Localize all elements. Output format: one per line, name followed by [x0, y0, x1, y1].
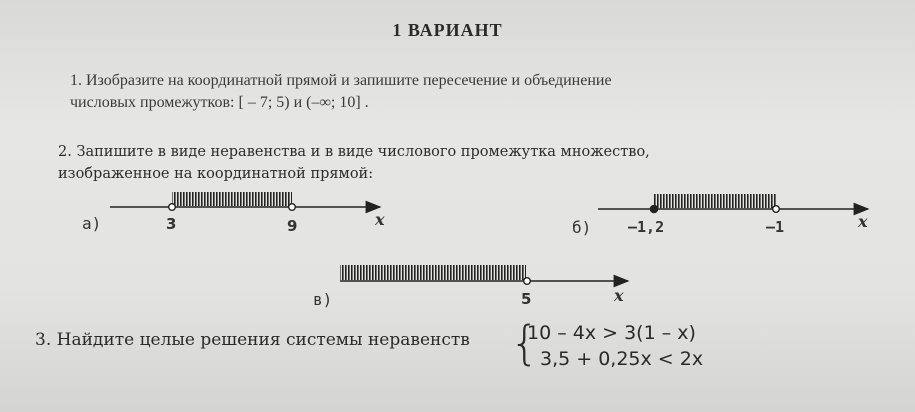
line-a-label: а): [82, 214, 102, 233]
line-a-axis-label: x: [375, 210, 385, 229]
task-2-line-2: изображенное на координатной прямой:: [58, 166, 374, 182]
line-c-label: в): [313, 290, 333, 309]
open-point-5: [524, 278, 531, 285]
line-c-tick-5: 5: [521, 290, 532, 308]
closed-point-minus-1-2: [650, 205, 657, 212]
inequality-1: 10 – 4x > 3(1 – x): [527, 322, 696, 344]
line-a-tick-9: 9: [287, 217, 298, 235]
line-c-axis-label: x: [614, 286, 624, 305]
task-1-line-2: числовых промежутков: [ – 7; 5) и (–∞; 10] .: [70, 94, 369, 111]
line-b-tick-minus-1-2: –1,2: [628, 218, 665, 236]
variant-title: 1 ВАРИАНТ: [392, 20, 503, 40]
number-line-b: [598, 194, 868, 213]
line-b-label: б): [572, 218, 592, 237]
open-point-9: [289, 204, 296, 211]
line-b-axis-label: x: [858, 212, 868, 231]
task-2-line-1: 2. Запишите в виде неравенства и в виде числового промежутка множество,: [58, 144, 650, 160]
task-3-text: 3. Найдите целые решения системы неравенств: [35, 330, 470, 350]
task-1-line-1: 1. Изобразите на координатной прямой и запишите пересечение и объединение: [70, 72, 612, 89]
line-a-tick-3: 3: [166, 215, 177, 233]
hatched-segment-b: [654, 194, 776, 208]
inequality-2: 3,5 + 0,25x < 2x: [540, 348, 704, 370]
system-brace: {: [510, 316, 540, 370]
open-point-3: [169, 204, 176, 211]
number-line-a: [110, 192, 380, 210]
hatched-segment-c: [340, 265, 526, 280]
open-point-minus-1: [773, 206, 780, 213]
hatched-segment-a: [172, 192, 292, 206]
number-line-c: [340, 265, 628, 284]
line-b-tick-minus-1: –1: [766, 218, 785, 236]
